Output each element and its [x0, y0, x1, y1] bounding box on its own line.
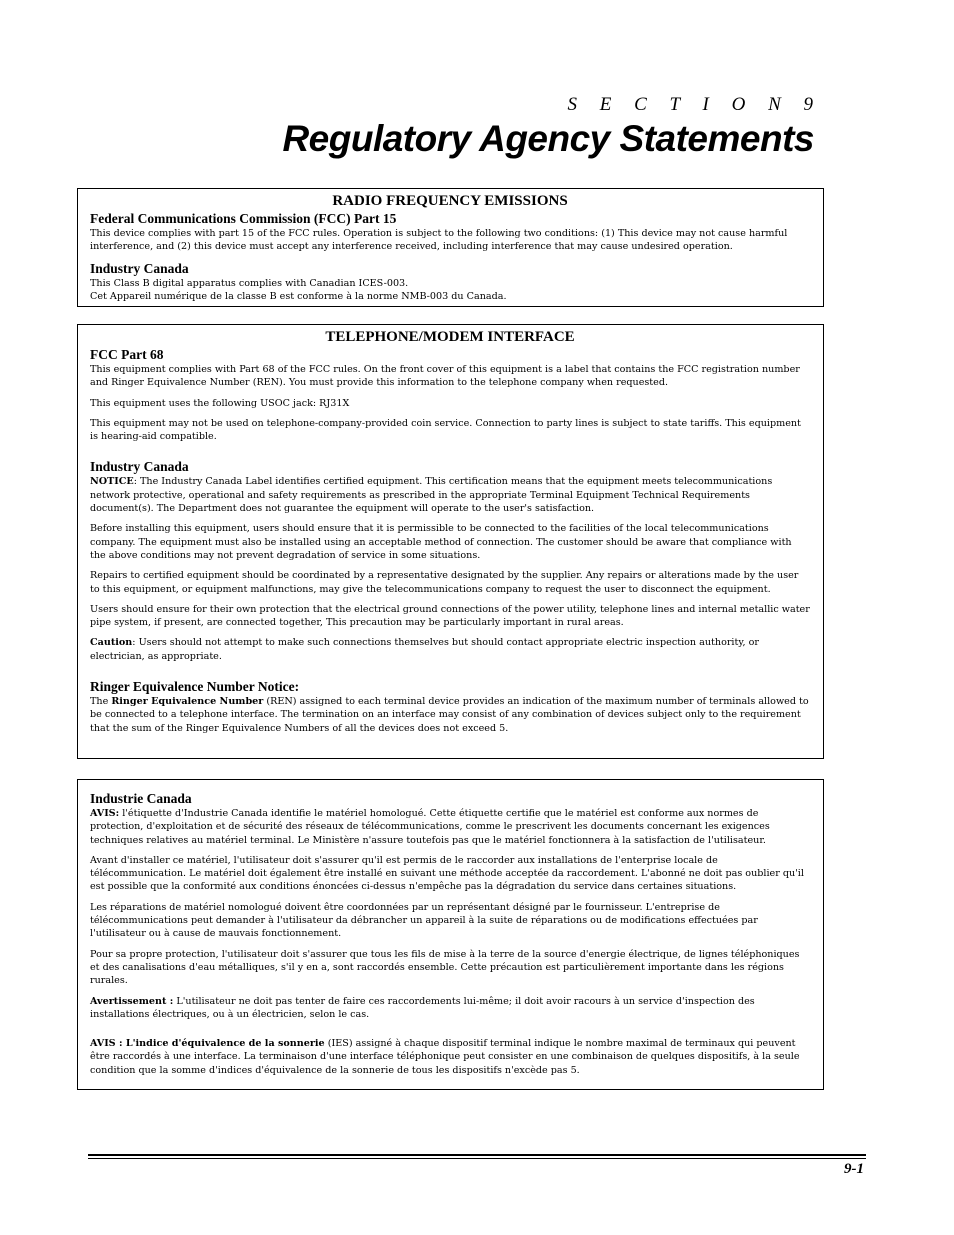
fr-paragraph-3: Les réparations de matériel nomologué doivent être coordonnées par un représentant désigné par le fournisseur. L'entreprise de télécommunications peut demander à l'utilisateur da débrancher un appareil à la suite de réparations ou de modifications effectuées par l'utilisateur ou à cause de mauvais fonctionnement.: [90, 901, 758, 940]
industrie-canada-heading: Industrie Canada: [90, 791, 192, 806]
telephone-modem-title: TELEPHONE/MODEM INTERFACE: [325, 329, 575, 345]
rf-industry-canada-heading: Industry Canada: [90, 260, 189, 276]
ic-caution-label: Caution: [90, 637, 133, 649]
ren-notice-heading: Ringer Equivalence Number Notice:: [90, 679, 300, 695]
ic-caution-text: : Users should not attempt to make such connections themselves but should contact appropriate electric inspection authority, or electrician, as appropriate.: [90, 637, 759, 662]
rf-industry-canada-line2: Cet Appareil numérique de la classe B est conforme à la norme NMB-003 du Canada.: [90, 290, 507, 302]
page-title: Regulatory Agency Statements: [282, 118, 814, 159]
ic-paragraph-3: Repairs to certified equipment should be coordinated by a representative designated by the supplier. Any repairs or alterations made by the user to this equipment, or equipment malfunctions, may give the telecommunications company to request the user to disconnect the equipment.: [90, 570, 799, 595]
fr-paragraph-2: Avant d'installer ce matériel, l'utilisateur doit s'assurer qu'il est permis de le raccorder aux installations de l'enterprise locale de télécommunication. Le matériel doit également être installé en suivant une méthode acceptée da raccordement. L'abonné ne doit pas oublier qu'il est possible que la conformité aux conditions énoncées ci-dessus n'empêche pas la dégradation du service dans certaines situations.: [90, 854, 804, 893]
ren-bold-term: Ringer Equivalence Number: [111, 696, 264, 708]
ic-notice-label: NOTICE: [90, 476, 134, 488]
fr-paragraph-4: Pour sa propre protection, l'utilisateur doit s'assurer que tous les fils de mise à la terre de la source d'energie électrique, de lignes téléphoniques et des canalisations d'eau métalliques, s'il y en a, sont raccordés ensemble. Cette précaution est particulièrement importante dans les régions rurales.: [90, 948, 800, 987]
fr-avertissement-paragraph: [90, 995, 810, 1022]
tel-industry-canada-heading: Industry Canada: [90, 459, 189, 475]
fr-avis-label: AVIS:: [90, 808, 120, 819]
fr-avertissement-text: L'utilisateur ne doit pas tenter de faire ces raccordements lui-même; il doit avoir racours à un service d'inspection des installations électriques, ou à un électricien, selon le cas.: [90, 995, 755, 1020]
footer-rule-thick: [88, 1154, 866, 1156]
fr-ies-label: AVIS : L'indice d'équivalence de la sonnerie: [90, 1038, 325, 1050]
fcc-part15-text: This device complies with part 15 of the FCC rules. Operation is subject to the following two conditions: (1) This device may not cause harmful interference, and (2) this device must accept any interference received, including interference that may cause undesired operation.: [90, 228, 788, 253]
fr-ies-paragraph: [90, 1037, 810, 1077]
fr-avis-text: l'étiquette d'Industrie Canada identifie le matériel homologué. Cette étiquette certifie que le matériel est conforme aux normes de protection, d'exploitation et de sécurité des réseaux de télécommunications, comme le prescrivent les documents concernant les exigences techniques relatives au matériel terminal. Le Ministère n'assure toutefois pas que le matériel fonctionnera à la satisfaction de l'utilisateur.: [90, 808, 770, 846]
telephone-modem-box: [77, 324, 824, 759]
ic-notice-text: : The Industry Canada Label identifies certified equipment. This certification means that the equipment meets telecommunications network protective, operational and safety requirements as prescribed in the appropriate Terminal Equipment Technical Requirements document(s). The Department does not guarantee the equipment will operate to the user's satisfaction.: [90, 476, 773, 515]
industrie-canada-box: [77, 779, 824, 1090]
footer-rule-thin: [88, 1158, 866, 1159]
fr-avis-paragraph: [90, 807, 810, 847]
ren-pre-text: The: [90, 696, 112, 708]
fr-avertissement-label: Avertissement :: [90, 995, 174, 1007]
rf-emissions-box: [77, 188, 824, 307]
fcc-part68-heading: FCC Part 68: [90, 347, 164, 362]
rf-emissions-title: RADIO FREQUENCY EMISSIONS: [332, 193, 568, 209]
rf-industry-canada-line1: This Class B digital apparatus complies with Canadian ICES-003.: [90, 277, 409, 289]
fcc-part68-paragraph-2: This equipment uses the following USOC jack: RJ31X: [90, 397, 350, 409]
fcc-part68-paragraph-3: This equipment may not be used on telephone-company-provided coin service. Connection to party lines is subject to state tariffs. This equipment is hearing-aid compatible.: [90, 417, 801, 443]
ic-paragraph-4: Users should ensure for their own protection that the electrical ground connections of the power utility, telephone lines and internal metallic water pipe system, if present, are connected together, This precaution may be particularly important in rural areas.: [90, 603, 810, 629]
fcc-part15-heading: Federal Communications Commission (FCC) Part 15: [90, 211, 397, 226]
ic-notice-paragraph: [90, 475, 810, 515]
fcc-part68-paragraph-1: This equipment complies with Part 68 of the FCC rules. On the front cover of this equipment is a label that contains the FCC registration number and Ringer Equivalence Number (REN). You must provide this information to the telephone company when requested.: [90, 364, 800, 389]
ic-paragraph-2: Before installing this equipment, users should ensure that it is permissible to be connected to the facilities of the local telecommunications company. The equipment must also be installed using an acceptable method of connection. The customer should be aware that compliance with the above conditions may not prevent degradation of service in some situations.: [90, 523, 792, 561]
section-label: S E C T I O N 9: [567, 94, 822, 115]
page-number: 9-1: [844, 1161, 864, 1177]
ren-text: (REN) assigned to each terminal device provides an indication of the maximum number of terminals allowed to be connected to a telephone interface. The termination on an interface may consist of any combination of devices subject only to the requirement that the sum of the Ringer Equivalence Numbers of all the devices does not exceed 5.: [90, 696, 809, 734]
ren-notice-paragraph: [90, 695, 810, 735]
ic-caution-paragraph: [90, 636, 810, 663]
fr-ies-text: (IES) assigné à chaque dispositif terminal indique le nombre maximal de terminaux qui peuvent être raccordés à une interface. La terminaison d'une interface téléphonique peut consister en une combinaison de quelques dispositifs, à la seule condition que la somme d'indices d'équivalence de la sonnerie de tous les dispositifs n'excède pas 5.: [90, 1038, 800, 1076]
